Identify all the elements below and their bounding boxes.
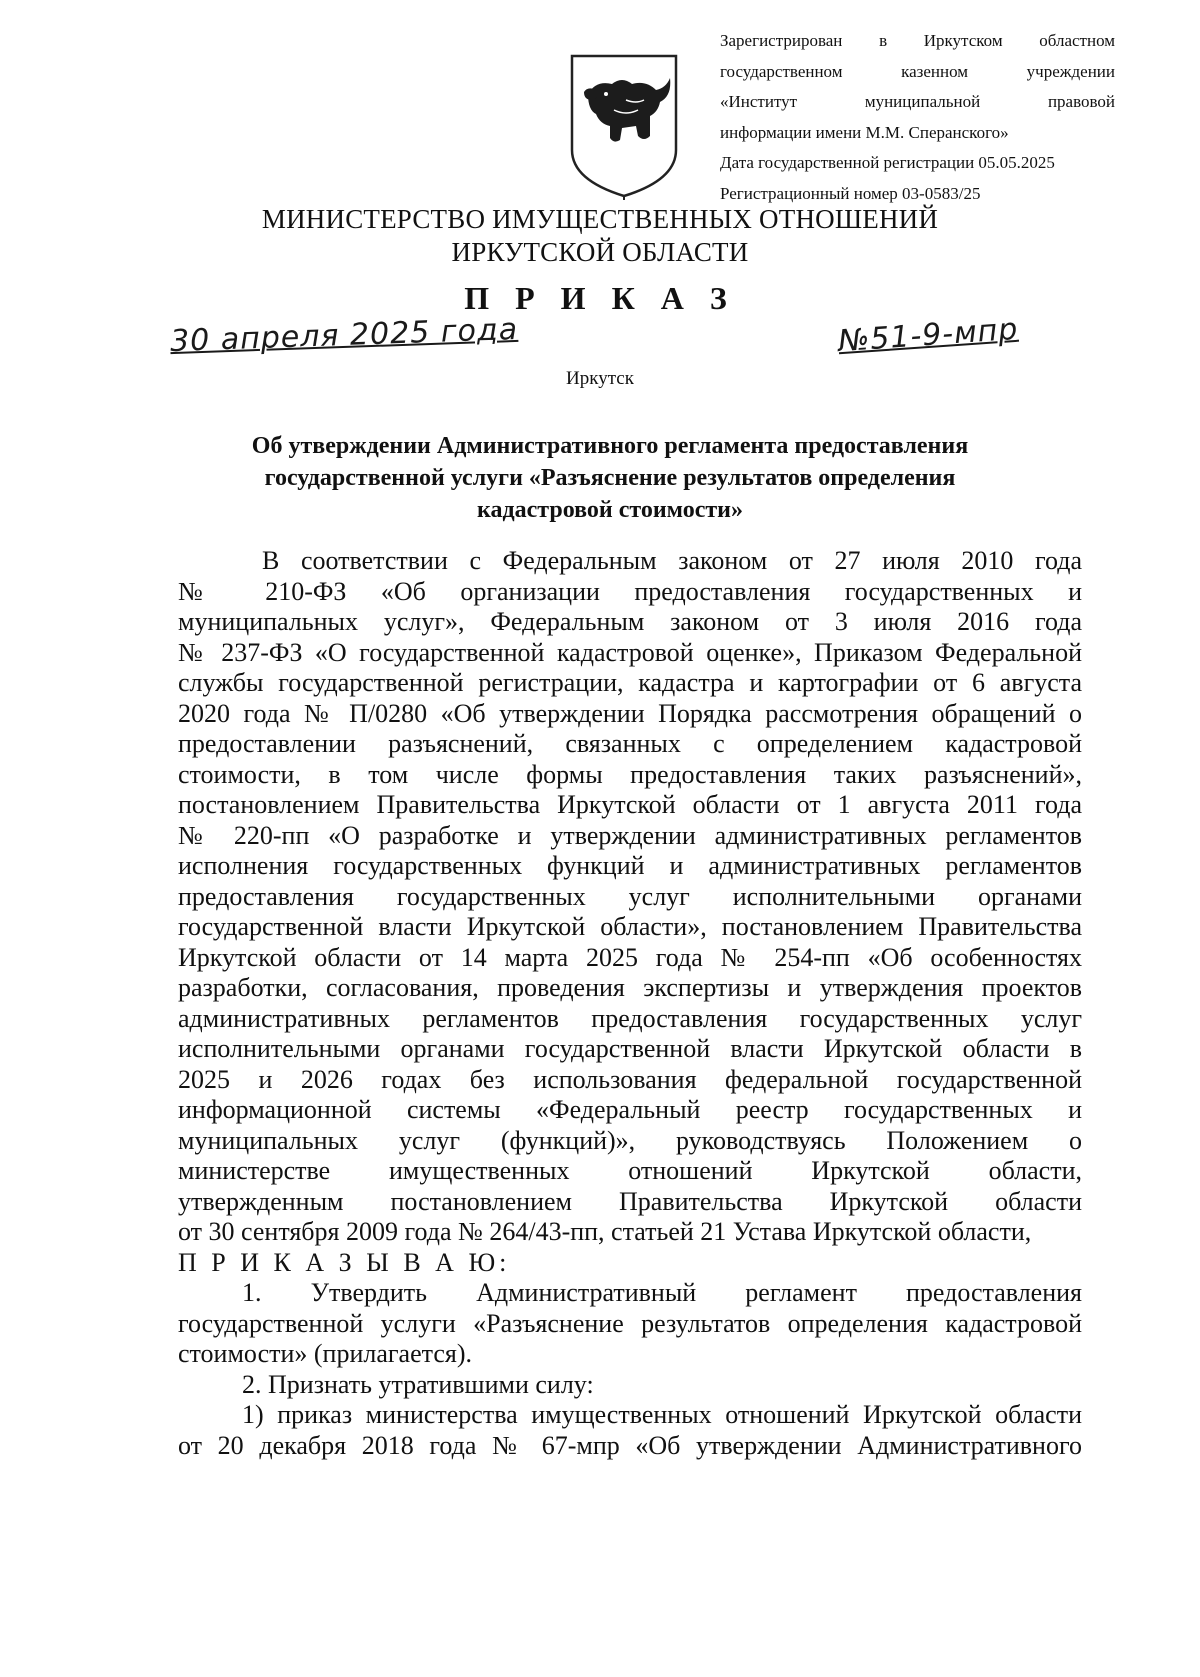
body-line: № 220-пп «О разработке и утверждении административных регламентов	[178, 820, 1082, 850]
body-line: информационной системы «Федеральный реестр государственных и	[178, 1095, 1082, 1124]
body-line: 1) приказ министерства имущественных отношений Иркутской области	[242, 1400, 1082, 1429]
body-line: службы государственной регистрации, кадастра и картографии от 6 августа	[178, 668, 1082, 697]
body-line: исполнительными органами государственной власти Иркутской области в	[178, 1034, 1082, 1063]
body-line: от 20 декабря 2018 года № 67-мпр «Об утверждении Административного	[178, 1430, 1082, 1460]
body-line: № 210-ФЗ «Об организации предоставления государственных и	[178, 576, 1082, 606]
registration-line: Дата государственной регистрации 05.05.2025	[720, 153, 1055, 172]
body-line: 2020 года № П/0280 «Об утверждении Порядка рассмотрения обращений о	[178, 698, 1082, 728]
registration-line: государственном казенном учреждении	[720, 61, 1115, 81]
body-line: исполнения государственных функций и административных регламентов	[178, 851, 1082, 880]
city-name: Иркутск	[566, 368, 634, 389]
registration-line: информации имени М.М. Сперанского»	[720, 122, 1009, 142]
body-line: административных регламентов предоставления государственных услуг	[178, 1003, 1082, 1033]
ministry-name-line-2: ИРКУТСКОЙ ОБЛАСТИ	[451, 237, 749, 267]
heading-line: кадастровой стоимости»	[477, 497, 743, 523]
body-line: стоимости» (прилагается).	[178, 1339, 472, 1368]
registration-note	[720, 30, 1115, 213]
body-line: утвержденным постановлением Правительства Иркутской области	[178, 1186, 1082, 1216]
heading-line: государственной услуги «Разъяснение результатов определения	[264, 465, 956, 491]
body-line: предоставления государственных услуг исполнительными органами	[178, 881, 1082, 911]
ministry-name-line-1: МИНИСТЕРСТВО ИМУЩЕСТВЕННЫХ ОТНОШЕНИЙ	[261, 204, 939, 234]
body-line: 2. Признать утратившими силу:	[242, 1369, 594, 1399]
body-line: 2025 и 2026 годах без использования федеральной государственной	[178, 1064, 1082, 1094]
body-line: 1. Утвердить Административный регламент предоставления	[242, 1278, 1082, 1307]
handwritten-date: 30 апреля 2025 года	[169, 311, 519, 360]
body-line: постановлением Правительства Иркутской области от 1 августа 2011 года	[178, 790, 1082, 819]
order-title: П Р И К А З	[464, 280, 736, 316]
handwritten-order-number: №51-9-мпр	[836, 311, 1020, 360]
body-line: государственной услуги «Разъяснение результатов определения кадастровой	[178, 1308, 1082, 1338]
coat-of-arms-emblem	[566, 50, 682, 200]
body-line: стоимости, в том числе формы предоставления таких разъяснений»,	[178, 759, 1082, 789]
body-line: № 237-ФЗ «О государственной кадастровой оценке», Приказом Федеральной	[178, 637, 1082, 667]
body-line: Иркутской области от 14 марта 2025 года № 254-пп «Об особенностях	[178, 942, 1082, 972]
body-line: муниципальных услуг», Федеральным законом от 3 июля 2016 года	[178, 607, 1082, 636]
order-directive: П Р И К А З Ы В А Ю:	[178, 1247, 511, 1277]
heading-line: Об утверждении Административного регламента предоставления	[251, 433, 969, 459]
registration-line: Регистрационный номер 03-0583/25	[720, 183, 981, 203]
registration-line: Зарегистрирован в Иркутском областном	[720, 31, 1115, 50]
document-heading	[180, 430, 1040, 526]
document-body	[178, 546, 1082, 1461]
body-line: от 30 сентября 2009 года № 264/43-пп, статьей 21 Устава Иркутской области,	[178, 1217, 1032, 1246]
body-line: предоставлении разъяснений, связанных с определением кадастровой	[178, 729, 1082, 758]
body-line: государственной власти Иркутской области», постановлением Правительства	[178, 912, 1082, 941]
body-line: министерстве имущественных отношений Иркутской области,	[178, 1156, 1082, 1185]
registration-line: «Институт муниципальной правовой	[720, 92, 1115, 111]
body-line: разработки, согласования, проведения экспертизы и утверждения проектов	[178, 973, 1082, 1002]
body-line: муниципальных услуг (функций)», руководствуясь Положением о	[178, 1125, 1082, 1155]
body-line: В соответствии с Федеральным законом от 27 июля 2010 года	[262, 546, 1082, 575]
